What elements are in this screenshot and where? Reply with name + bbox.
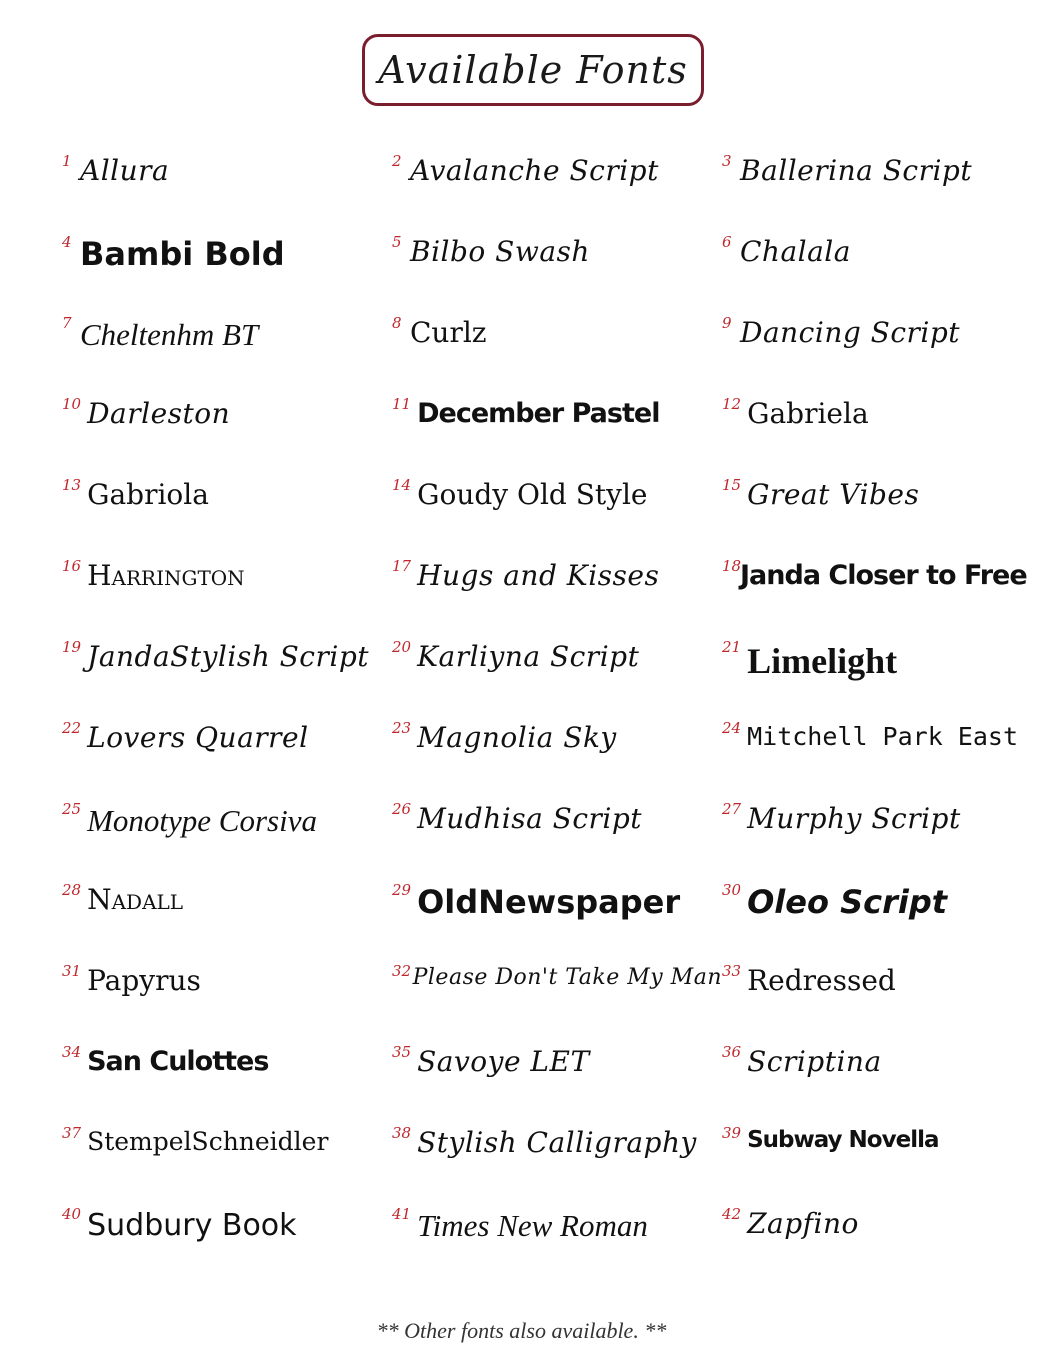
- font-number: 36: [722, 1043, 742, 1061]
- font-list: [62, 148, 1027, 1288]
- font-name: JandaStylish Script: [87, 640, 370, 673]
- font-item: [62, 715, 392, 796]
- font-name: Mudhisa Script: [417, 802, 643, 835]
- font-number: 32: [392, 962, 412, 980]
- font-item: [62, 553, 392, 634]
- font-number: 35: [392, 1043, 412, 1061]
- font-item: [62, 148, 392, 229]
- font-name: Dancing Script: [740, 316, 961, 349]
- font-item: [392, 553, 722, 634]
- font-number: 26: [392, 800, 412, 818]
- font-number: 6: [722, 233, 732, 251]
- font-number: 34: [62, 1043, 82, 1061]
- font-item: [722, 229, 1022, 310]
- font-name: Sudbury Book: [87, 1208, 297, 1243]
- font-name: Savoye LET: [417, 1045, 590, 1078]
- font-name: Bambi Bold: [80, 235, 285, 273]
- font-item: [722, 1201, 1022, 1282]
- font-name: Papyrus: [87, 964, 201, 997]
- font-item: [392, 310, 722, 391]
- font-number: 11: [392, 395, 412, 413]
- font-name: Limelight: [747, 641, 898, 681]
- font-name: Janda Closer to Free: [740, 560, 1027, 591]
- font-name: Subway Novella: [747, 1127, 939, 1153]
- font-number: 39: [722, 1124, 742, 1142]
- font-item: [392, 796, 722, 877]
- font-item: [62, 796, 392, 877]
- font-number: 21: [722, 638, 742, 656]
- font-name: Murphy Script: [747, 802, 961, 835]
- font-number: 27: [722, 800, 742, 818]
- font-name: San Culottes: [87, 1046, 269, 1077]
- font-number: 1: [62, 152, 72, 170]
- font-item: [392, 634, 722, 715]
- font-number: 37: [62, 1124, 82, 1142]
- font-item: [392, 391, 722, 472]
- font-number: 25: [62, 800, 82, 818]
- font-number: 14: [392, 476, 412, 494]
- font-name: Goudy Old Style: [417, 478, 648, 511]
- font-name: Mitchell Park East: [747, 722, 1019, 751]
- font-name: Oleo Script: [747, 883, 948, 921]
- font-item: [62, 229, 392, 310]
- font-item: [392, 1201, 722, 1282]
- font-name: OldNewspaper: [417, 883, 681, 921]
- font-name: Lovers Quarrel: [87, 721, 309, 754]
- font-name: Harrington: [87, 559, 245, 592]
- font-item: [62, 1039, 392, 1120]
- font-item: [722, 148, 1022, 229]
- font-item: [722, 310, 1022, 391]
- font-number: 17: [392, 557, 412, 575]
- font-item: [392, 148, 722, 229]
- font-name: Zapfino: [747, 1207, 859, 1240]
- font-number: 7: [62, 314, 72, 332]
- font-number: 31: [62, 962, 82, 980]
- font-name: Great Vibes: [747, 478, 920, 511]
- font-number: 22: [62, 719, 82, 737]
- font-item: [62, 310, 392, 391]
- font-item: [722, 472, 1022, 553]
- font-name: Bilbo Swash: [410, 235, 590, 268]
- font-number: 38: [392, 1124, 412, 1142]
- font-item: [62, 634, 392, 715]
- font-item: [62, 472, 392, 553]
- font-item: [722, 877, 1022, 958]
- font-name: Hugs and Kisses: [417, 559, 660, 592]
- font-name: December Pastel: [417, 398, 660, 429]
- font-name: Redressed: [747, 964, 896, 997]
- font-number: 33: [722, 962, 742, 980]
- font-item: [62, 391, 392, 472]
- title-box: [362, 34, 704, 106]
- font-item: [722, 715, 1022, 796]
- font-number: 4: [62, 233, 72, 251]
- font-name: Karliyna Script: [417, 640, 640, 673]
- font-name: Nadall: [87, 883, 184, 916]
- font-name: Cheltenhm BT: [80, 317, 259, 352]
- font-number: 29: [392, 881, 412, 899]
- font-item: [392, 715, 722, 796]
- font-number: 12: [722, 395, 742, 413]
- font-name: Ballerina Script: [740, 154, 973, 187]
- font-item: [392, 1039, 722, 1120]
- font-name: Monotype Corsiva: [87, 803, 317, 838]
- font-item: [392, 877, 722, 958]
- page-title: Available Fonts: [378, 48, 688, 92]
- font-item: [62, 1201, 392, 1282]
- font-number: 28: [62, 881, 82, 899]
- font-item: [392, 229, 722, 310]
- font-item: [62, 877, 392, 958]
- font-name: Darleston: [87, 397, 231, 430]
- font-name: Times New Roman: [417, 1208, 648, 1243]
- font-number: 2: [392, 152, 402, 170]
- font-number: 5: [392, 233, 402, 251]
- font-number: 15: [722, 476, 742, 494]
- font-name: Gabriela: [747, 397, 869, 430]
- font-item: [62, 1120, 392, 1201]
- footer-note: ** Other fonts also available. **: [376, 1318, 667, 1343]
- font-name: Stylish Calligraphy: [417, 1126, 697, 1159]
- font-number: 30: [722, 881, 742, 899]
- font-item: [722, 553, 1027, 634]
- font-name: Gabriola: [87, 478, 209, 511]
- font-item: [392, 472, 722, 553]
- font-item: [392, 958, 722, 1039]
- font-name: Magnolia Sky: [417, 721, 617, 754]
- font-number: 24: [722, 719, 742, 737]
- font-name: Scriptina: [747, 1045, 882, 1078]
- font-name: Chalala: [740, 235, 851, 268]
- font-number: 41: [392, 1205, 412, 1223]
- font-name: Avalanche Script: [410, 154, 659, 187]
- font-name: Allura: [80, 154, 170, 187]
- font-item: [722, 1120, 1022, 1201]
- font-number: 18: [722, 557, 742, 575]
- font-number: 8: [392, 314, 402, 332]
- font-item: [722, 391, 1022, 472]
- font-item: [722, 1039, 1022, 1120]
- font-item: [722, 796, 1022, 877]
- font-item: [722, 634, 1022, 715]
- font-number: 9: [722, 314, 732, 332]
- font-item: [722, 958, 1022, 1039]
- font-number: 13: [62, 476, 82, 494]
- font-name: StempelSchneidler: [87, 1127, 329, 1156]
- font-name: Curlz: [410, 316, 487, 349]
- font-item: [62, 958, 392, 1039]
- font-number: 16: [62, 557, 82, 575]
- font-number: 19: [62, 638, 82, 656]
- font-number: 23: [392, 719, 412, 737]
- font-number: 40: [62, 1205, 82, 1223]
- font-number: 20: [392, 638, 412, 656]
- font-item: [392, 1120, 722, 1201]
- font-number: 10: [62, 395, 82, 413]
- font-number: 3: [722, 152, 732, 170]
- font-number: 42: [722, 1205, 742, 1223]
- font-name: Please Don't Take My Man: [412, 965, 722, 990]
